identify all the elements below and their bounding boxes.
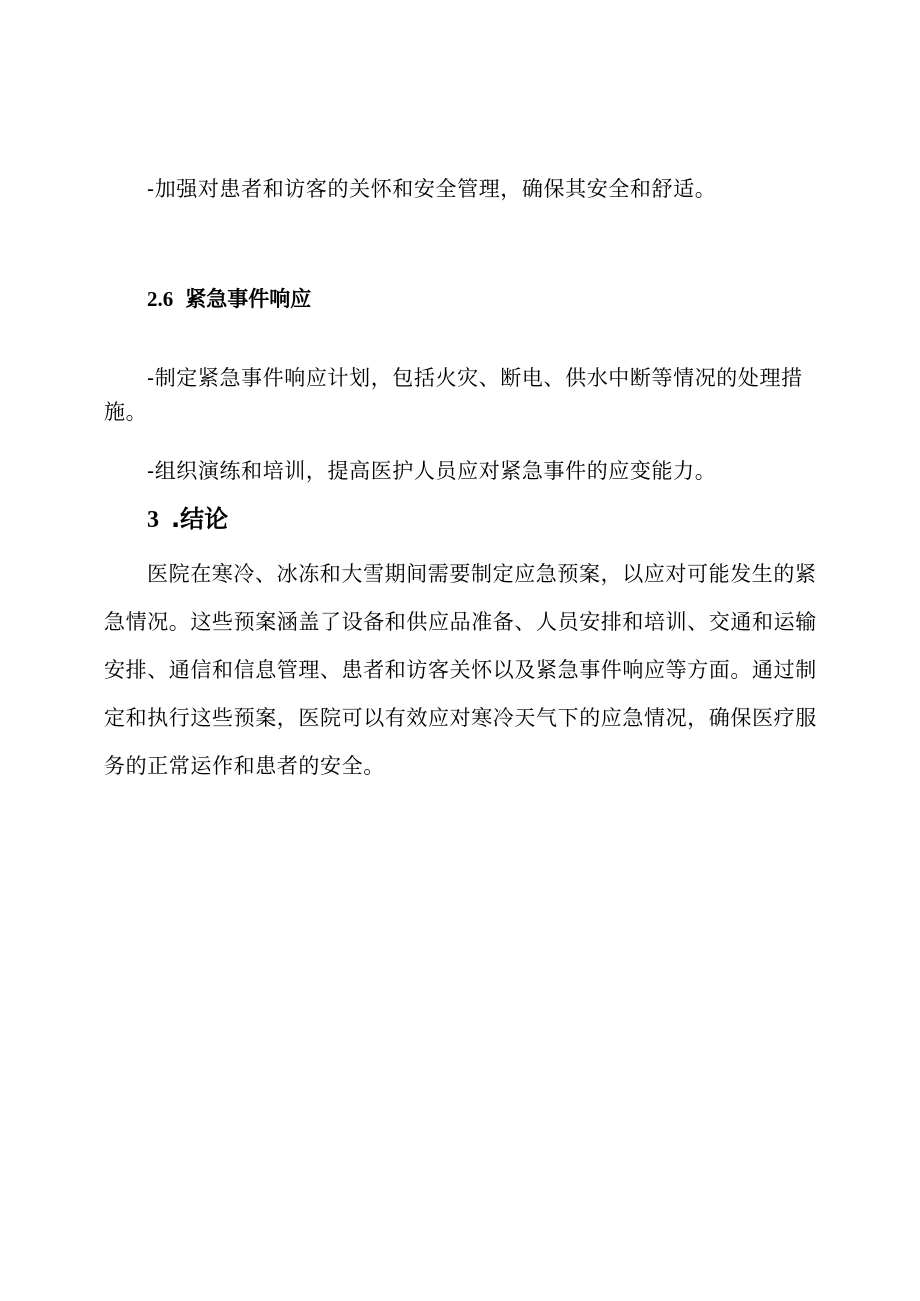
section-heading-3 [147,502,228,537]
section-title: 紧急事件响应 [185,287,312,311]
section-number: 2.6 [147,287,174,311]
section-title: .结论 [171,505,229,533]
section-number: 3 [147,507,159,533]
section-heading-2-6 [147,284,311,314]
bullet-drill-training: -组织演练和培训，提高医护人员应对紧急事件的应变能力。 [147,459,717,483]
bullet-patient-care: -加强对患者和访客的关怀和安全管理，确保其安全和舒适。 [147,177,717,201]
bullet-emergency-plan: -制定紧急事件响应计划，包括火灾、断电、供水中断等情况的处理措施。 [104,366,803,424]
conclusion-paragraph: 医院在寒冷、冰冻和大雪期间需要制定应急预案，以应对可能发生的紧急情况。这些预案涵盖了设备和供应品准备、人员安排和培训、交通和运输安排、通信和信息管理、患者和访客关怀以及紧急事件响应等方面。通过制定和执行这些预案，医院可以有效应对寒冷天气下的应急情况，确保医疗服务的正常运作和患者的安全。 [104,562,817,778]
